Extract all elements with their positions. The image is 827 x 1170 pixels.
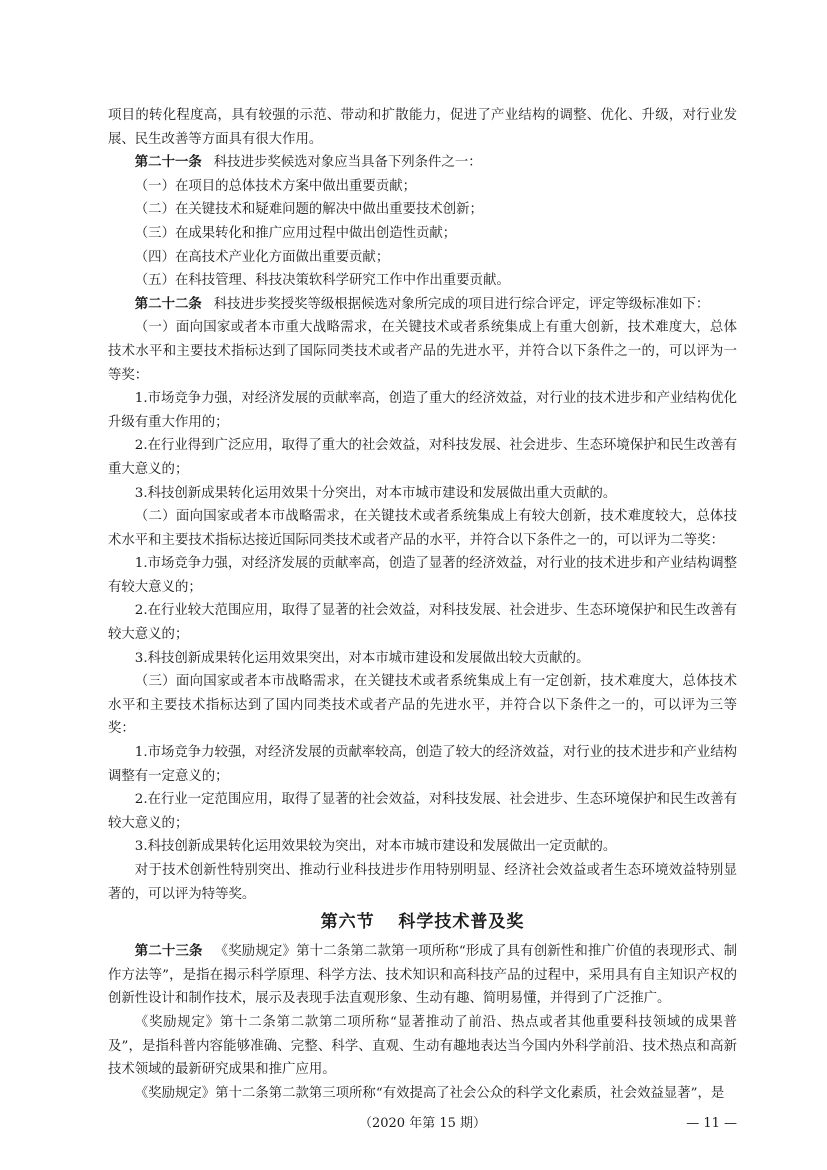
paragraph bbox=[108, 859, 737, 906]
paragraph-text: （二）在关键技术和疑难问题的解决中做出重要技术创新； bbox=[134, 202, 483, 218]
paragraph-text: 2.在行业得到广泛应用，取得了重大的社会效益，对科技发展、社会进步、生态环境保护和民生改善有重大意义的； bbox=[108, 438, 737, 477]
paragraph bbox=[108, 293, 737, 317]
paragraph-text: 2.在行业较大范围应用，取得了显著的社会效益，对科技发展、社会进步、生态环境保护和民生改善有较大意义的； bbox=[108, 603, 737, 643]
paragraph-text: （三）面向国家或者本市战略需求，在关键技术或者系统集成上有一定创新，技术难度大，总体技术水平和主要技术指标达到了国内同类技术或者产品的先进水平，并符合以下条件之一的，可以评为三等奖： bbox=[108, 674, 737, 737]
paragraph bbox=[108, 552, 737, 599]
paragraph bbox=[108, 434, 737, 481]
paragraph-text: 3.科技创新成果转化运用效果突出，对本市城市建设和发展做出较大贡献的。 bbox=[134, 650, 590, 666]
section-title-text: 科学技术普及奖 bbox=[398, 912, 525, 933]
paragraph bbox=[108, 670, 737, 741]
paragraph bbox=[108, 835, 737, 859]
paragraph bbox=[108, 1011, 737, 1082]
page-number: — 11 — bbox=[686, 1116, 737, 1131]
paragraph bbox=[108, 1082, 737, 1106]
paragraph-group-before bbox=[108, 104, 737, 906]
paragraph-text: （五）在科技管理、科技决策软科学研究工作中作出重要贡献。 bbox=[134, 273, 510, 289]
section-number: 第六节 bbox=[320, 912, 375, 933]
paragraph-text: 科技进步奖候选对象应当具备下列条件之一： bbox=[213, 155, 482, 171]
issue-label: （2020 年第 15 期） bbox=[358, 1116, 487, 1131]
paragraph bbox=[108, 482, 737, 506]
paragraph-text: 项目的转化程度高，具有较强的示范、带动和扩散能力，促进了产业结构的调整、优化、升级，对行业发展、民生改善等方面具有很大作用。 bbox=[108, 108, 737, 147]
paragraph-text: 3.科技创新成果转化运用效果较为突出，对本市城市建设和发展做出一定贡献的。 bbox=[134, 839, 617, 855]
paragraph-group-after bbox=[108, 940, 737, 1105]
paragraph bbox=[108, 151, 737, 175]
paragraph-text: 1.市场竞争力强，对经济发展的贡献率高，创造了重大的经济效益，对行业的技术进步和产业结构优化升级有重大作用的； bbox=[108, 391, 737, 430]
paragraph-text: （三）在成果转化和推广应用过程中做出创造性贡献； bbox=[134, 225, 457, 241]
paragraph bbox=[108, 599, 737, 646]
paragraph bbox=[108, 175, 737, 199]
article-number: 第二十一条 bbox=[134, 154, 202, 171]
paragraph-text: 对于技术创新性特别突出、推动行业科技进步作用特别明显、经济社会效益或者生态环境效益特别显著的，可以评为特等奖。 bbox=[108, 863, 737, 902]
paragraph-text: 《奖励规定》第十二条第二款第一项所称“形成了具有创新性和推广价值的表现形式、制作方法等”，是指在揭示科学原理、科学方法、技术知识和高科技产品的过程中，采用具有自主知识产权的创新性设计和制作技术，展示及表现手法直观形象、生动有趣、简明易懂，并得到了广泛推广。 bbox=[108, 944, 738, 1007]
paragraph bbox=[108, 387, 737, 434]
paragraph-text: （四）在高技术产业化方面做出重要贡献； bbox=[134, 249, 390, 265]
paragraph-text: 3.科技创新成果转化运用效果十分突出，对本市城市建设和发展做出重大贡献的。 bbox=[134, 485, 617, 501]
paragraph bbox=[108, 505, 737, 552]
paragraph-text: 《奖励规定》第十二条第二款第三项所称“有效提高了社会公众的科学文化素质，社会效益显著”，是 bbox=[134, 1085, 725, 1101]
paragraph bbox=[108, 222, 737, 246]
paragraph-text: 科技进步奖授奖等级根据候选对象所完成的项目进行综合评定，评定等级标准如下： bbox=[213, 296, 710, 312]
paragraph bbox=[108, 246, 737, 270]
article-number: 第二十二条 bbox=[134, 295, 202, 312]
document-body bbox=[108, 104, 737, 1105]
article-number: 第二十三条 bbox=[134, 943, 203, 960]
paragraph-text: 2.在行业一定范围应用，取得了显著的社会效益，对科技发展、社会进步、生态环境保护和民生改善有较大意义的； bbox=[108, 792, 737, 831]
paragraph bbox=[108, 316, 737, 387]
paragraph bbox=[108, 198, 737, 222]
paragraph-text: 1.市场竞争力强，对经济发展的贡献率高，创造了显著的经济效益，对行业的技术进步和产业结构调整有较大意义的； bbox=[108, 556, 737, 595]
section-heading bbox=[108, 909, 737, 935]
paragraph bbox=[108, 788, 737, 835]
paragraph-text: 1.市场竞争力较强，对经济发展的贡献率较高，创造了较大的经济效益，对行业的技术进步和产业结构调整有一定意义的； bbox=[108, 745, 737, 784]
paragraph bbox=[108, 647, 737, 671]
paragraph-text: 《奖励规定》第十二条第二款第二项所称“显著推动了前沿、热点或者其他重要科技领域的成果普及”，是指科普内容能够准确、完整、科学、直观、生动有趣地表达当今国内外科学前沿、技术热点和高新技术领域的最新研究成果和推广应用。 bbox=[108, 1014, 737, 1078]
paragraph-text: （二）面向国家或者本市战略需求，在关键技术或者系统集成上有较大创新，技术难度较大，总体技术水平和主要技术指标达接近国际同类技术或者产品的水平，并符合以下条件之一的，可以评为二等奖： bbox=[108, 509, 737, 548]
paragraph bbox=[108, 269, 737, 293]
paragraph bbox=[108, 741, 737, 788]
paragraph-text: （一）在项目的总体技术方案中做出重要贡献； bbox=[134, 178, 416, 194]
paragraph bbox=[108, 940, 737, 1011]
paragraph bbox=[108, 104, 737, 151]
paragraph-text: （一）面向国家或者本市重大战略需求，在关键技术或者系统集成上有重大创新，技术难度大，总体技术水平和主要技术指标达到了国际同类技术或者产品的先进水平，并符合以下条件之一的，可以评为一等奖： bbox=[108, 320, 737, 383]
